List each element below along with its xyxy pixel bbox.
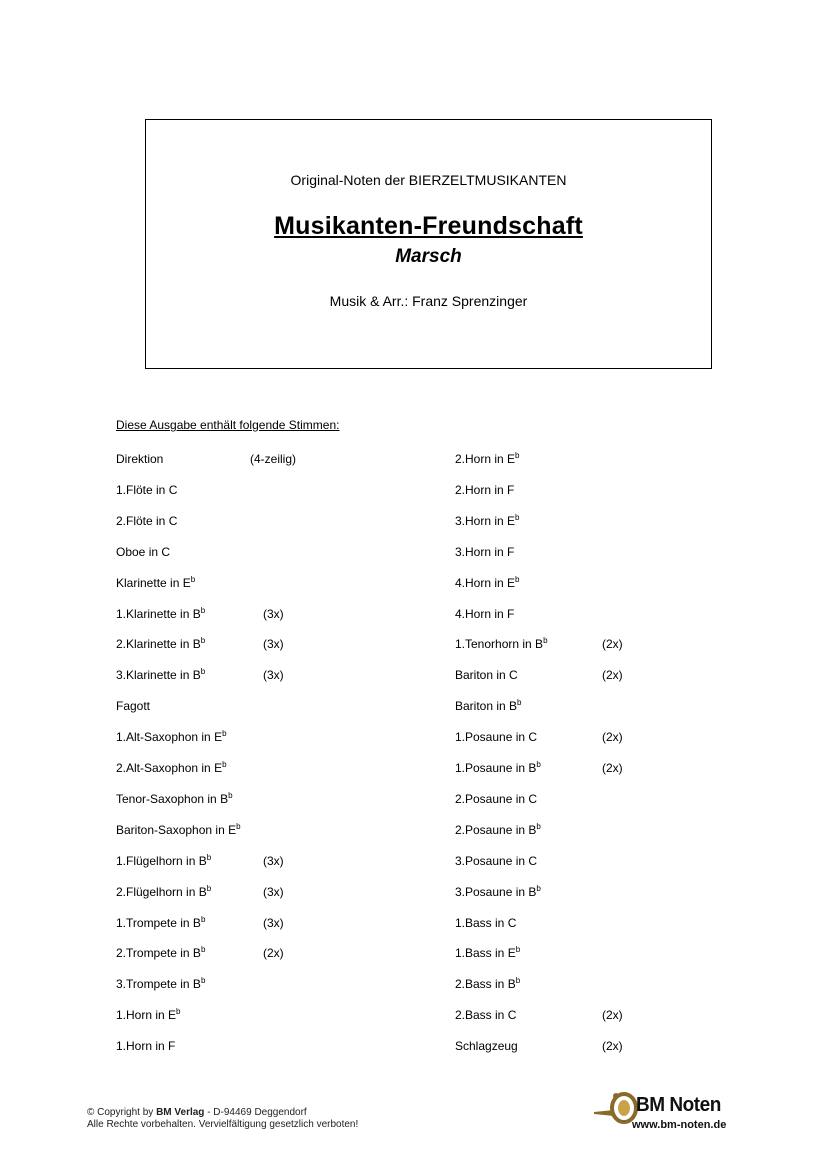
flat-key-mark: b bbox=[200, 914, 206, 924]
flat-key-mark: b bbox=[515, 451, 520, 460]
part-name bbox=[455, 916, 516, 930]
part-name bbox=[455, 885, 541, 899]
part-name-text: 3.Horn in E bbox=[455, 513, 516, 528]
part-name-text: 1.Posaune in C bbox=[455, 730, 538, 745]
part-name-text: 2.Alt-Saxophon in E bbox=[116, 761, 223, 775]
part-name-text: 3.Posaune in B bbox=[455, 884, 537, 899]
flat-key-mark: b bbox=[190, 574, 196, 584]
flat-key-mark: b bbox=[176, 1007, 181, 1017]
parts-heading: Diese Ausgabe enthält folgende Stimmen: bbox=[116, 418, 340, 432]
copyright-prefix: © Copyright by bbox=[87, 1107, 157, 1118]
part-name bbox=[116, 545, 170, 559]
footer-copyright bbox=[87, 1107, 358, 1131]
part-count: (3x) bbox=[263, 606, 284, 621]
part-name bbox=[455, 792, 537, 806]
part-name bbox=[455, 483, 514, 497]
flat-key-mark: b bbox=[515, 976, 521, 986]
part-name bbox=[455, 946, 520, 960]
part-name-text: Bariton-Saxophon in E bbox=[116, 822, 237, 837]
part-name-text: 2.Horn in F bbox=[455, 482, 515, 497]
publisher-line: Original-Noten der BIERZELTMUSIKANTEN bbox=[290, 172, 567, 188]
part-name bbox=[455, 699, 522, 713]
part-name-text: 1.Posaune in B bbox=[455, 761, 537, 775]
part-name-text: 1.Trompete in B bbox=[116, 915, 201, 930]
part-name-text: Tenor-Saxophon in B bbox=[116, 791, 229, 806]
part-name bbox=[116, 483, 177, 497]
part-name-text: 1.Flügelhorn in B bbox=[116, 853, 207, 868]
logo-url[interactable]: www.bm-noten.de bbox=[632, 1119, 727, 1131]
part-name bbox=[455, 607, 514, 621]
part-name-text: 1.Tenorhorn in B bbox=[455, 637, 544, 652]
part-count: (2x) bbox=[602, 1008, 623, 1023]
part-count: (2x) bbox=[602, 637, 623, 652]
part-name-text: 1.Flöte in C bbox=[116, 482, 178, 497]
part-name bbox=[455, 1008, 516, 1022]
part-name bbox=[116, 637, 205, 651]
flat-key-mark: b bbox=[222, 760, 227, 769]
part-name-text: 2.Horn in E bbox=[455, 452, 516, 466]
part-name-text: 3.Horn in F bbox=[455, 544, 515, 559]
piece-title: Musikanten-Freundschaft bbox=[274, 212, 583, 240]
logo-text: BM Noten bbox=[636, 1094, 721, 1116]
part-name bbox=[455, 1039, 518, 1053]
part-name-text: 4.Horn in E bbox=[455, 575, 516, 590]
part-name-text: 2.Posaune in C bbox=[455, 791, 538, 806]
part-name-text: 2.Flöte in C bbox=[116, 513, 178, 528]
part-name bbox=[455, 977, 520, 991]
flat-key-mark: b bbox=[200, 976, 206, 986]
part-name-text: 2.Klarinette in B bbox=[116, 637, 201, 652]
flat-key-mark: b bbox=[206, 852, 212, 862]
flat-key-mark: b bbox=[236, 821, 241, 831]
piece-genre: Marsch bbox=[395, 246, 462, 267]
part-name bbox=[455, 761, 541, 775]
flat-key-mark: b bbox=[222, 729, 227, 739]
part-name-text: 3.Posaune in C bbox=[455, 853, 538, 868]
part-name-text: 2.Posaune in B bbox=[455, 822, 537, 837]
flat-key-mark: b bbox=[517, 698, 522, 708]
part-name-text: 1.Horn in F bbox=[116, 1039, 176, 1054]
part-name-text: 2.Trompete in B bbox=[116, 946, 201, 961]
part-name bbox=[116, 854, 211, 868]
part-name bbox=[455, 545, 514, 559]
part-name bbox=[455, 637, 548, 651]
composer-line: Musik & Arr.: Franz Sprenzinger bbox=[329, 293, 528, 309]
part-name-text: 3.Trompete in B bbox=[116, 977, 201, 992]
part-name-text: 2.Bass in C bbox=[455, 1008, 517, 1023]
part-name bbox=[116, 885, 211, 899]
flat-key-mark: b bbox=[200, 945, 206, 955]
part-name-text: 1.Alt-Saxophon in E bbox=[116, 730, 223, 745]
part-name-text: Bariton in B bbox=[455, 699, 518, 714]
part-name-text: 2.Flügelhorn in B bbox=[116, 884, 207, 899]
flat-key-mark: b bbox=[228, 790, 233, 800]
flat-key-mark: b bbox=[536, 760, 541, 769]
flat-key-mark: b bbox=[515, 512, 520, 522]
part-name-text: 1.Bass in E bbox=[455, 946, 516, 961]
title-box bbox=[145, 119, 712, 369]
part-name bbox=[455, 823, 541, 837]
part-name-text: 2.Bass in B bbox=[455, 977, 516, 992]
part-name-text: 1.Klarinette in B bbox=[116, 606, 201, 621]
part-name bbox=[116, 823, 241, 837]
part-count: (2x) bbox=[602, 668, 623, 683]
part-name bbox=[116, 1039, 175, 1053]
part-name-text: Schlagzeug bbox=[455, 1039, 518, 1054]
flat-key-mark: b bbox=[206, 883, 212, 893]
part-name bbox=[116, 916, 205, 930]
part-name-text: Klarinette in E bbox=[116, 575, 191, 590]
flat-key-mark: b bbox=[543, 636, 548, 646]
part-name bbox=[116, 576, 195, 590]
part-name bbox=[116, 452, 163, 466]
part-name bbox=[455, 668, 518, 682]
flat-key-mark: b bbox=[536, 821, 541, 831]
part-name bbox=[455, 730, 537, 744]
part-count: (3x) bbox=[263, 915, 284, 930]
part-name bbox=[116, 792, 233, 806]
part-name bbox=[455, 452, 519, 466]
part-name-text: Fagott bbox=[116, 699, 151, 714]
part-name bbox=[116, 514, 177, 528]
part-count: (2x) bbox=[602, 761, 623, 775]
part-name-text: Oboe in C bbox=[116, 544, 171, 559]
part-name-text: 4.Horn in F bbox=[455, 606, 515, 621]
part-name bbox=[116, 668, 205, 682]
part-name bbox=[455, 854, 537, 868]
part-count: (2x) bbox=[602, 730, 623, 745]
part-count: (2x) bbox=[263, 946, 284, 961]
flat-key-mark: b bbox=[200, 605, 206, 615]
flat-key-mark: b bbox=[515, 945, 521, 955]
part-name bbox=[116, 977, 205, 991]
part-count: (3x) bbox=[263, 637, 284, 652]
part-name bbox=[116, 699, 150, 713]
copyright-suffix: - D-94469 Deggendorf bbox=[204, 1107, 307, 1118]
part-name bbox=[455, 514, 519, 528]
part-count: (2x) bbox=[602, 1039, 623, 1054]
part-name bbox=[116, 761, 227, 775]
part-name-text: 3.Klarinette in B bbox=[116, 668, 201, 683]
part-name bbox=[116, 1008, 180, 1022]
part-name bbox=[116, 946, 205, 960]
part-count: (4-zeilig) bbox=[250, 452, 297, 466]
flat-key-mark: b bbox=[200, 667, 206, 677]
part-name bbox=[116, 730, 227, 744]
rights-notice: Alle Rechte vorbehalten. Vervielfältigung gesetzlich verboten! bbox=[87, 1119, 359, 1130]
part-name-text: 1.Bass in C bbox=[455, 915, 517, 930]
part-name-text: Bariton in C bbox=[455, 668, 518, 683]
part-name bbox=[116, 607, 205, 621]
flat-key-mark: b bbox=[515, 574, 520, 584]
part-name-text: Direktion bbox=[116, 452, 164, 466]
publisher-name: BM Verlag bbox=[156, 1107, 205, 1118]
bm-noten-logo bbox=[592, 1088, 742, 1134]
part-name-text: 1.Horn in E bbox=[116, 1008, 177, 1023]
flat-key-mark: b bbox=[200, 636, 206, 646]
part-count: (3x) bbox=[263, 668, 284, 683]
part-count: (3x) bbox=[263, 884, 284, 899]
part-count: (3x) bbox=[263, 853, 284, 868]
part-name bbox=[455, 576, 519, 590]
flat-key-mark: b bbox=[536, 883, 541, 893]
